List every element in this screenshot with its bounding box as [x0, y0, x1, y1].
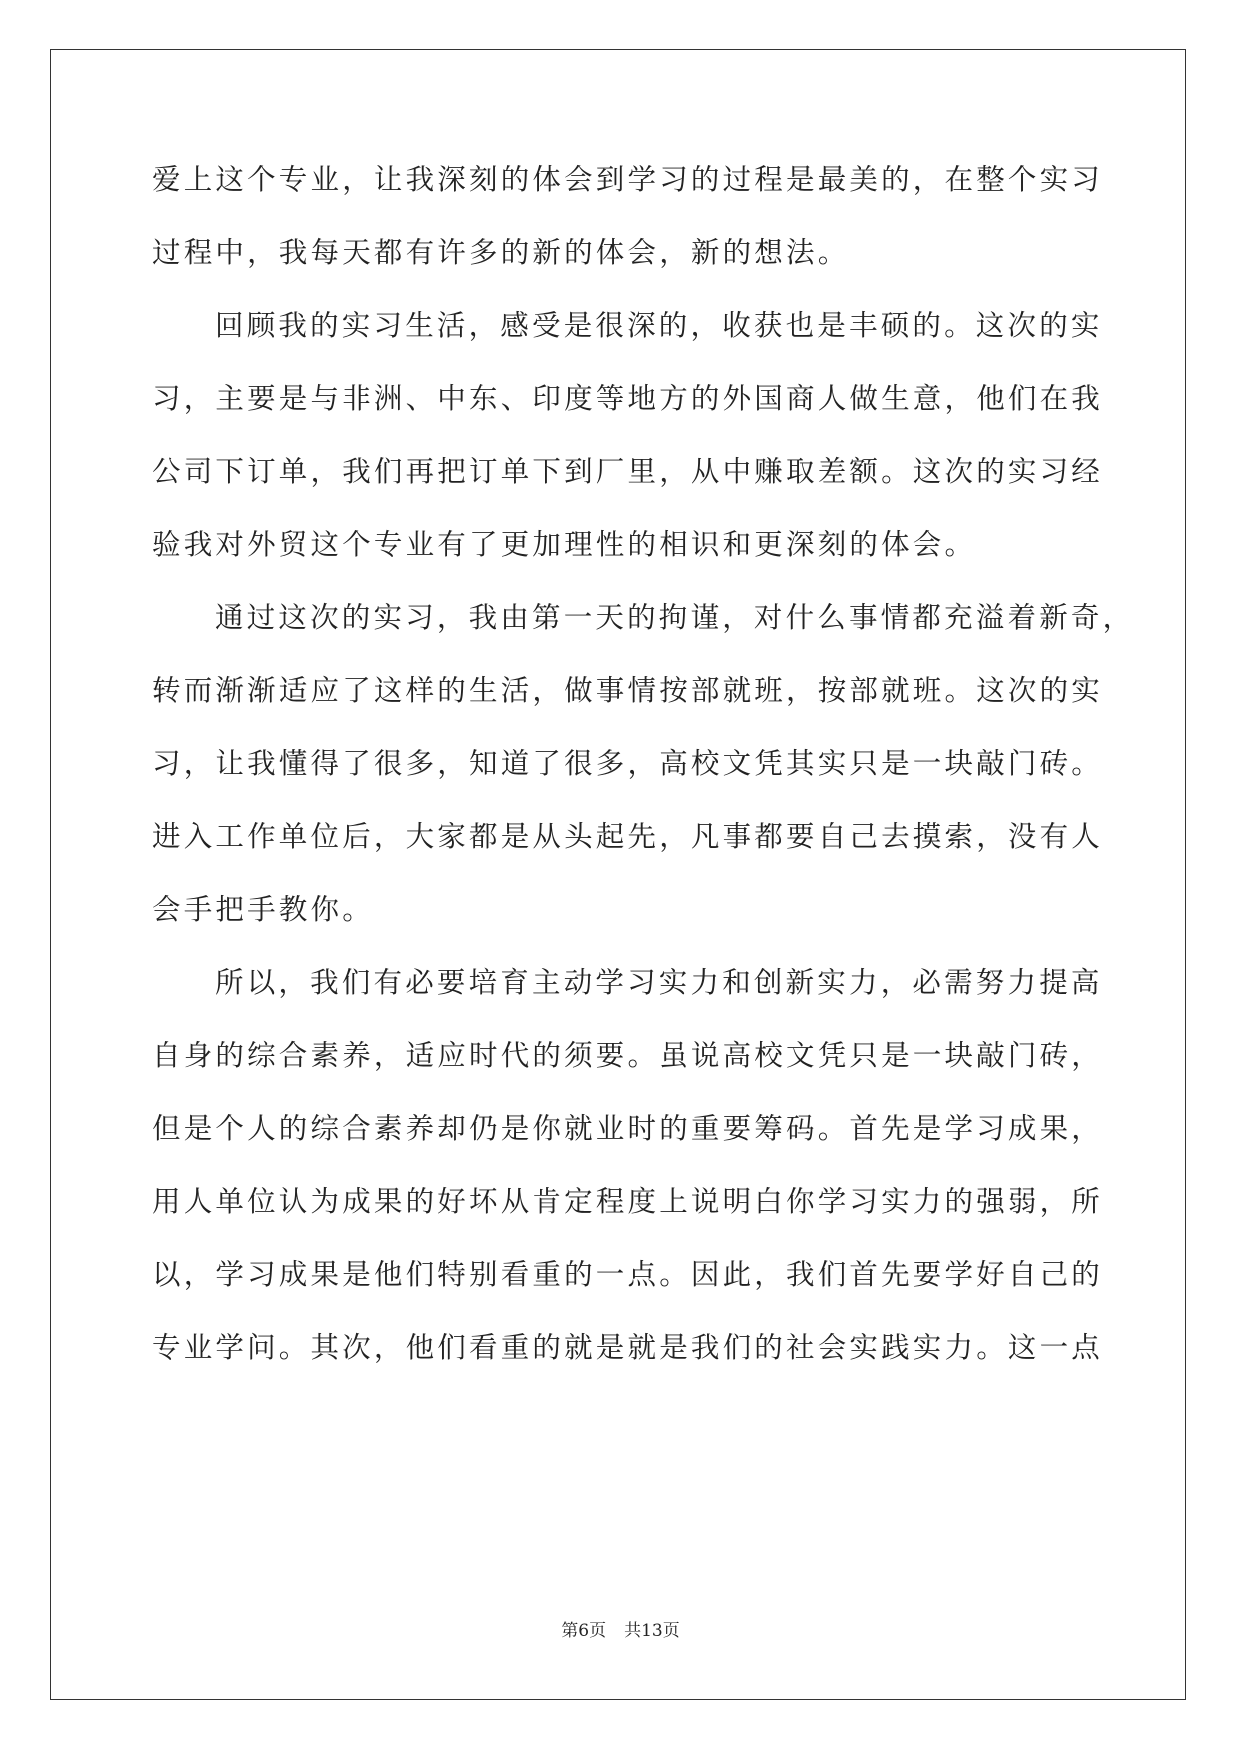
text-line: 会手把手教你。 — [152, 893, 374, 926]
text-line: 过程中，我每天都有许多的新的体会，新的想法。 — [152, 236, 850, 269]
page-total: 共13页 — [624, 1621, 680, 1641]
text-line: 自身的综合素养，适应时代的须要。虽说高校文凭只是一块敲门砖， — [152, 1039, 1104, 1072]
text-line: 以，学习成果是他们特别看重的一点。因此，我们首先要学好自己的 — [152, 1258, 1104, 1291]
text-line: 习，让我懂得了很多，知道了很多，高校文凭其实只是一块敲门砖。 — [152, 747, 1104, 780]
page-number: 第6页 — [561, 1621, 607, 1641]
text-line: 专业学问。其次，他们看重的就是就是我们的社会实践实力。这一点 — [152, 1331, 1104, 1364]
text-line: 验我对外贸这个专业有了更加理性的相识和更深刻的体会。 — [152, 528, 977, 561]
text-line: 公司下订单，我们再把订单下到厂里，从中赚取差额。这次的实习经 — [152, 455, 1104, 488]
text-line: 用人单位认为成果的好坏从肯定程度上说明白你学习实力的强弱，所 — [152, 1185, 1104, 1218]
text-line: 但是个人的综合素养却仍是你就业时的重要筹码。首先是学习成果， — [152, 1112, 1104, 1145]
page-footer — [0, 1616, 1241, 1641]
text-line: 进入工作单位后，大家都是从头起先，凡事都要自己去摸索，没有人 — [152, 820, 1104, 853]
paragraph-start-line: 回顾我的实习生活，感受是很深的，收获也是丰硕的。这次的实 — [215, 309, 1103, 342]
text-line: 转而渐渐适应了这样的生活，做事情按部就班，按部就班。这次的实 — [152, 674, 1104, 707]
paragraph-start-line: 通过这次的实习，我由第一天的拘谨，对什么事情都充溢着新奇， — [215, 601, 1135, 634]
text-line: 习，主要是与非洲、中东、印度等地方的外国商人做生意，他们在我 — [152, 382, 1104, 415]
paragraph-start-line: 所以，我们有必要培育主动学习实力和创新实力，必需努力提高 — [215, 966, 1103, 999]
text-line: 爱上这个专业，让我深刻的体会到学习的过程是最美的，在整个实习 — [152, 163, 1104, 196]
page-border — [50, 49, 1186, 1700]
